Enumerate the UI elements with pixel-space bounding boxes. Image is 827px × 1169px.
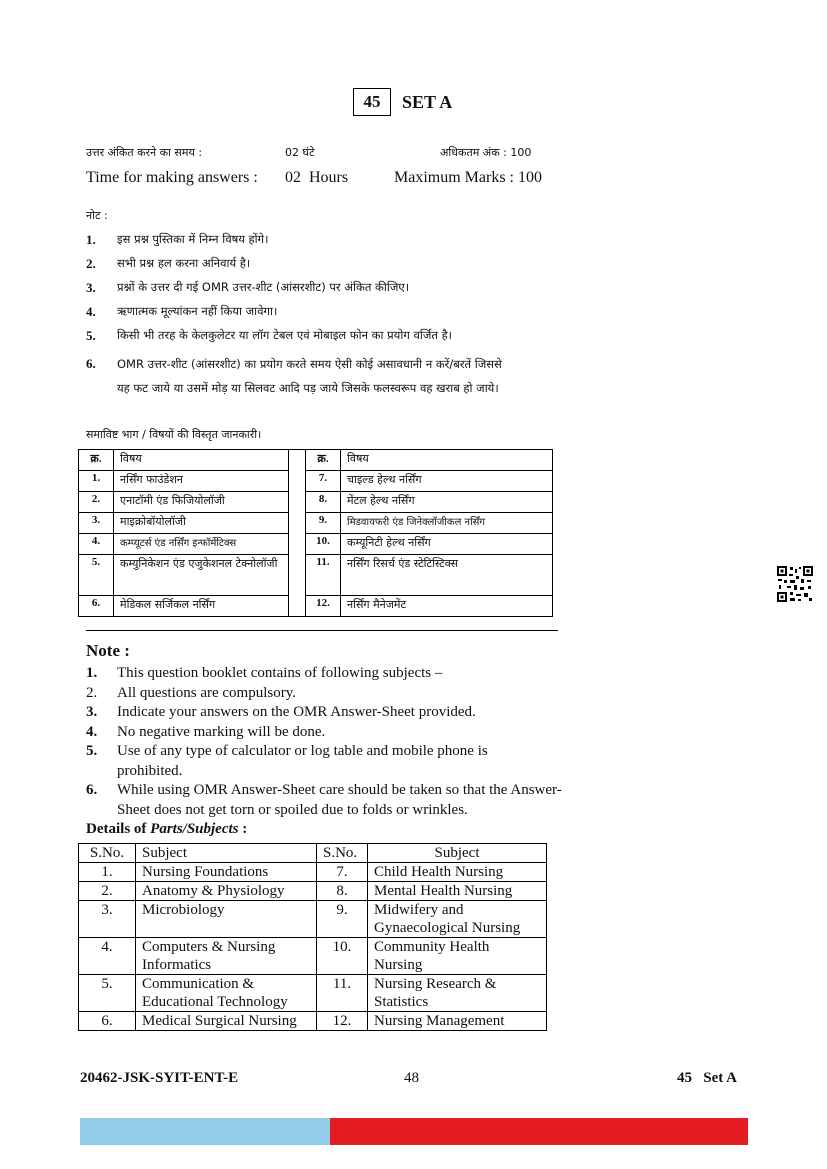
cell-subject: नर्सिंग मैनेजमेंट <box>341 596 553 617</box>
cell-sn: 12. <box>317 1012 368 1031</box>
cell-sn: 9. <box>317 901 368 938</box>
time-value: 02 Hours <box>285 169 349 186</box>
paper-code: 20462-JSK-SYIT-ENT-E <box>80 1070 239 1086</box>
cell-sn: 10. <box>306 534 341 555</box>
note-item <box>86 703 566 723</box>
hindi-note-number: 4. <box>86 304 96 319</box>
hindi-note-text: सभी प्रश्न हल करना अनिवार्य है। <box>117 256 251 270</box>
cell-sn: 4. <box>79 534 114 555</box>
cell-subject: कम्युनिकेशन एंड एजुकेशनल टेक्नोलॉजी <box>114 555 289 596</box>
note-text: Indicate your answers on the OMR Answer-Sheet provided. <box>117 704 476 720</box>
cell-sn: 11. <box>306 555 341 596</box>
hindi-notes-list <box>86 232 566 422</box>
note-text: Use of any type of calculator or log table and mobile phone is prohibited. <box>117 743 488 779</box>
table-row <box>79 513 553 534</box>
cell-subject: एनाटॉमी एंड फिजियोलॉजी <box>114 492 289 513</box>
cell-sn: 2. <box>79 882 136 901</box>
hindi-note-text: ऋणात्मक मूल्यांकन नहीं किया जावेगा। <box>117 304 278 318</box>
hindi-subject-header: विषय <box>114 450 289 471</box>
hindi-sn-header: क्र. <box>306 450 341 471</box>
hindi-note-text: प्रश्नों के उत्तर दी गई OMR उत्तर-शीट (आंसरशीट) पर अंकित कीजिए। <box>117 280 410 294</box>
hindi-time-label: उत्तर अंकित करने का समय : <box>86 146 203 159</box>
sn-header: S.No. <box>317 844 368 863</box>
note-number: 5. <box>86 743 98 759</box>
cell-subject: Nursing Research & Statistics <box>368 975 547 1012</box>
cell-sn: 5. <box>79 975 136 1012</box>
hindi-details-title: समाविष्ट भाग / विषयों की विस्तृत जानकारी। <box>86 428 262 441</box>
hindi-note-number: 5. <box>86 328 96 343</box>
table-gap <box>289 450 306 617</box>
footer-bar-blue <box>80 1118 330 1145</box>
note-number: 2. <box>86 684 98 701</box>
hindi-max-marks: अधिकतम अंक : 100 <box>440 146 532 159</box>
hindi-note-number: 2. <box>86 256 96 271</box>
cell-subject: Nursing Foundations <box>136 863 317 882</box>
set-label: SET A <box>402 92 453 112</box>
page-number: 48 <box>404 1070 419 1086</box>
cell-subject: मिडवायफरी एंड जिनेक्लॉजीकल नर्सिंग <box>341 513 553 534</box>
cell-subject: कम्यूनिटी हेल्थ नर्सिंग <box>341 534 553 555</box>
time-label: Time for making answers : <box>86 169 258 186</box>
max-marks: Maximum Marks : 100 <box>394 169 542 186</box>
hindi-note-text: OMR उत्तर-शीट (आंसरशीट) का प्रयोग करते समय ऐसी कोई असावधानी न करें/बरतें जिससे यह फट जाये या उसमें मोड़ या सिलवट आदि पड़ जाये जिसके फलस्वरूप वह खराब हो जाये। <box>117 357 502 395</box>
cell-subject: नर्सिंग रिसर्च एंड स्टेटिस्टिक्स <box>341 555 553 596</box>
cell-subject: माइक्रोबॉयोलॉजी <box>114 513 289 534</box>
cell-sn: 9. <box>306 513 341 534</box>
cell-subject: Child Health Nursing <box>368 863 547 882</box>
notes-list <box>86 664 566 820</box>
table-row <box>79 863 547 882</box>
subject-header: Subject <box>136 844 317 863</box>
cell-sn: 4. <box>79 938 136 975</box>
table-header-row <box>79 450 553 471</box>
cell-sn: 3. <box>79 901 136 938</box>
details-title <box>86 821 247 838</box>
hindi-note-number: 3. <box>86 280 96 295</box>
note-number: 4. <box>86 723 98 740</box>
table-row <box>79 471 553 492</box>
note-item <box>86 664 566 684</box>
hindi-note-number: 1. <box>86 232 96 247</box>
cell-subject: चाइल्ड हेल्थ नर्सिंग <box>341 471 553 492</box>
note-item <box>86 781 566 820</box>
note-title: Note : <box>86 641 130 660</box>
footer-set: 45 Set A <box>677 1070 737 1086</box>
cell-sn: 8. <box>306 492 341 513</box>
table-row <box>79 882 547 901</box>
qr-code-icon <box>776 565 814 603</box>
note-item <box>86 684 566 704</box>
cell-subject: Communication & Educational Technology <box>136 975 317 1012</box>
cell-sn: 7. <box>306 471 341 492</box>
hindi-subject-table <box>78 449 553 617</box>
cell-sn: 12. <box>306 596 341 617</box>
details-italic: Parts/Subjects <box>150 821 239 837</box>
table-row <box>79 596 553 617</box>
cell-subject: Mental Health Nursing <box>368 882 547 901</box>
hindi-note-title: नोट : <box>86 209 108 222</box>
sn-header: S.No. <box>79 844 136 863</box>
note-text: This question booklet contains of following subjects – <box>117 665 443 681</box>
note-text: While using OMR Answer-Sheet care should be taken so that the Answer-Sheet does not get torn or spoiled due to folds or wrinkles. <box>117 782 562 818</box>
note-number: 3. <box>86 704 98 720</box>
cell-sn: 5. <box>79 555 114 596</box>
cell-subject: Medical Surgical Nursing <box>136 1012 317 1031</box>
table-row <box>79 555 553 596</box>
hindi-note-text: किसी भी तरह के केलकुलेटर या लॉग टेबल एवं मोबाइल फोन का प्रयोग वर्जित है। <box>117 328 453 342</box>
cell-sn: 8. <box>317 882 368 901</box>
cell-subject: Midwifery and Gynaecological Nursing <box>368 901 547 938</box>
hindi-subject-header: विषय <box>341 450 553 471</box>
table-row <box>79 938 547 975</box>
note-text: All questions are compulsory. <box>117 684 296 701</box>
cell-sn: 7. <box>317 863 368 882</box>
table-header-row <box>79 844 547 863</box>
cell-sn: 10. <box>317 938 368 975</box>
note-text: No negative marking will be done. <box>117 723 326 740</box>
cell-subject: Microbiology <box>136 901 317 938</box>
table-row <box>79 975 547 1012</box>
cell-sn: 1. <box>79 471 114 492</box>
cell-subject: Anatomy & Physiology <box>136 882 317 901</box>
subject-table <box>78 843 547 1031</box>
table-row <box>79 901 547 938</box>
hindi-sn-header: क्र. <box>79 450 114 471</box>
cell-sn: 1. <box>79 863 136 882</box>
subject-header: Subject <box>368 844 547 863</box>
details-suffix: : <box>238 821 248 837</box>
hindi-note-number: 6. <box>86 356 96 371</box>
cell-sn: 6. <box>79 1012 136 1031</box>
note-number: 6. <box>86 782 98 798</box>
cell-sn: 3. <box>79 513 114 534</box>
set-number-box: 45 <box>353 88 391 116</box>
table-row <box>79 534 553 555</box>
cell-subject: Computers & Nursing Informatics <box>136 938 317 975</box>
hindi-note-text: इस प्रश्न पुस्तिका में निम्न विषय होंगे। <box>117 232 269 246</box>
note-number: 1. <box>86 665 98 681</box>
table-row <box>79 492 553 513</box>
cell-subject: मेडिकल सर्जिकल नर्सिंग <box>114 596 289 617</box>
cell-subject: नर्सिंग फाउंडेशन <box>114 471 289 492</box>
note-item <box>86 723 566 743</box>
table-row <box>79 1012 547 1031</box>
cell-sn: 2. <box>79 492 114 513</box>
footer-bar-red <box>330 1118 748 1145</box>
section-divider <box>86 630 558 631</box>
cell-subject: Nursing Management <box>368 1012 547 1031</box>
cell-subject: Community Health Nursing <box>368 938 547 975</box>
cell-subject: कम्प्यूटर्स एंड नर्सिंग इन्फॉर्मेटिक्स <box>114 534 289 555</box>
note-item <box>86 742 566 781</box>
cell-sn: 11. <box>317 975 368 1012</box>
hindi-time-value: 02 घंटे <box>285 146 315 159</box>
cell-subject: मेंटल हेल्थ नर्सिंग <box>341 492 553 513</box>
cell-sn: 6. <box>79 596 114 617</box>
details-prefix: Details of <box>86 821 151 837</box>
